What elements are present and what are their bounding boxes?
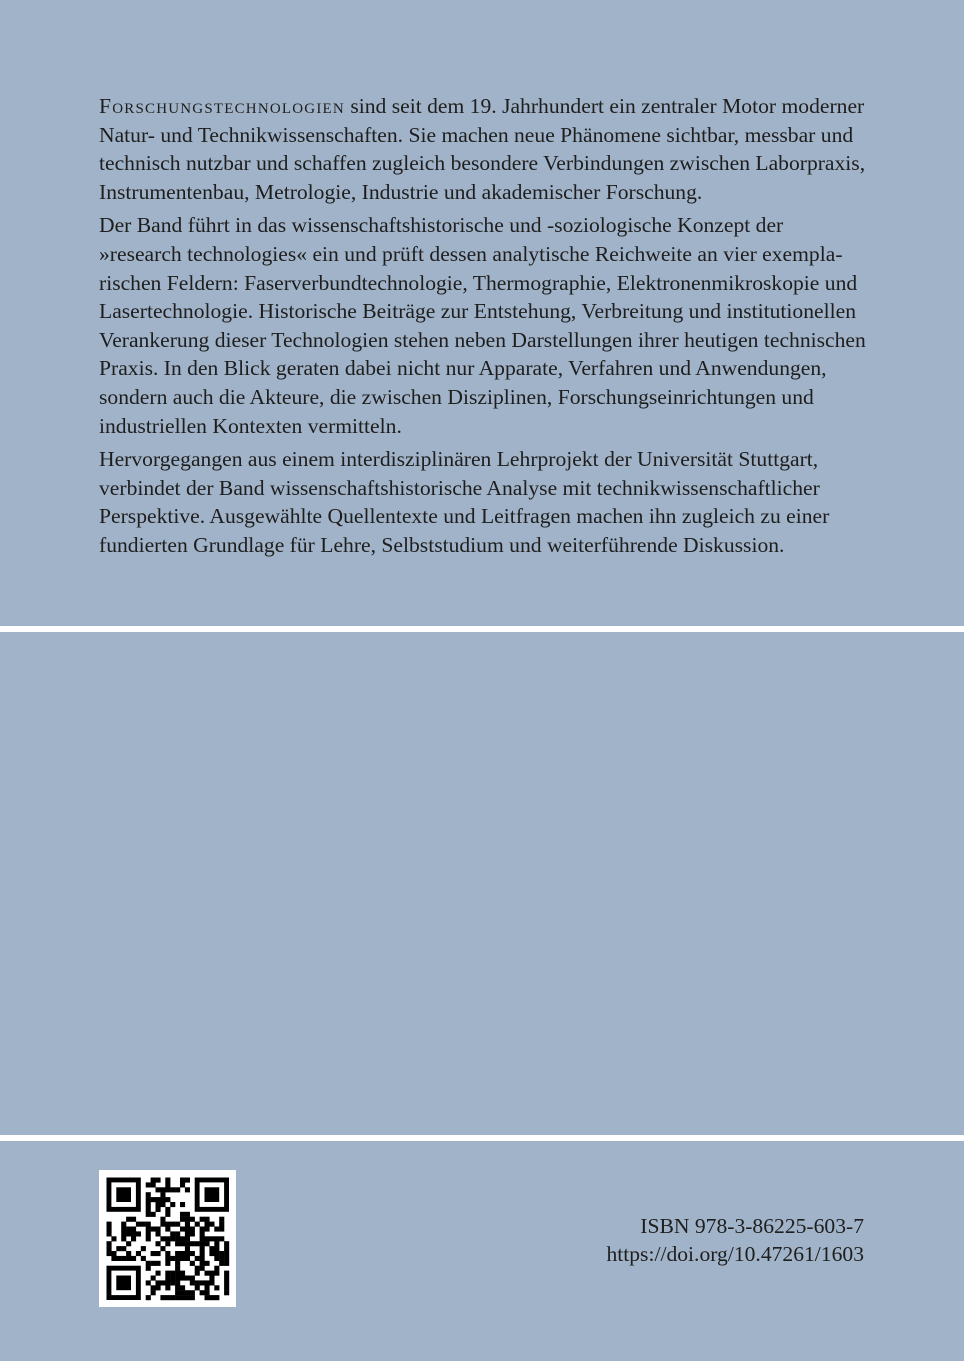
divider-bottom xyxy=(0,1135,964,1141)
blurb-paragraph-3: Hervorgegangen aus einem interdisziplinären Lehrprojekt der Universität Stuttgart, verbindet der Band wissenschaftshistorische Analyse mit technikwissenschaftlicher Perspektive. Ausgewählte Quellentexte und Leitfragen machen ihn zugleich zu einer fundierten Grundlage für Lehre, Selbststudium und weiterführende Diskussion. xyxy=(99,447,830,557)
blurb-paragraph-1 xyxy=(99,92,869,206)
isbn: ISBN 978-3-86225-603-7 xyxy=(640,1214,864,1238)
doi-link[interactable]: https://doi.org/10.47261/1603 xyxy=(606,1242,864,1266)
back-cover-blurb xyxy=(99,92,869,565)
publication-meta xyxy=(606,1212,864,1268)
blurb-paragraph-1-text: sind seit dem 19. Jahrhundert ein zentraler Motor moderner Natur- und Technikwissenschaften. Sie machen neue Phänomene sichtbar, messbar und technisch nutzbar und schaffen zugleich besondere Verbindungen zwischen Laborpraxis, Instrumentenbau, Metrologie, Industrie und akademischer Forschung. xyxy=(99,94,866,204)
blurb-lead-term: Forschungstechnologien xyxy=(99,94,345,118)
divider-top xyxy=(0,626,964,632)
blurb-paragraph-2: Der Band führt in das wissenschaftshistorische und -soziologische Konzept der »research technologies« ein und prüft dessen analytische Reichweite an vier exemplarischen Feldern: Faserverbundtechnologie, Thermographie, Elektronenmikroskopie und Lasertechnologie. Historische Beiträge zur Entstehung, Verbreitung und institutionellen Verankerung dieser Technologien stehen neben Darstellungen ihrer heutigen technischen Praxis. In den Blick geraten dabei nicht nur Apparate, Verfahren und Anwendungen, sondern auch die Akteure, die zwischen Disziplinen, Forschungseinrichtungen und industriellen Kontexten vermitteln. xyxy=(99,213,866,438)
qr-code-icon xyxy=(99,1170,236,1307)
